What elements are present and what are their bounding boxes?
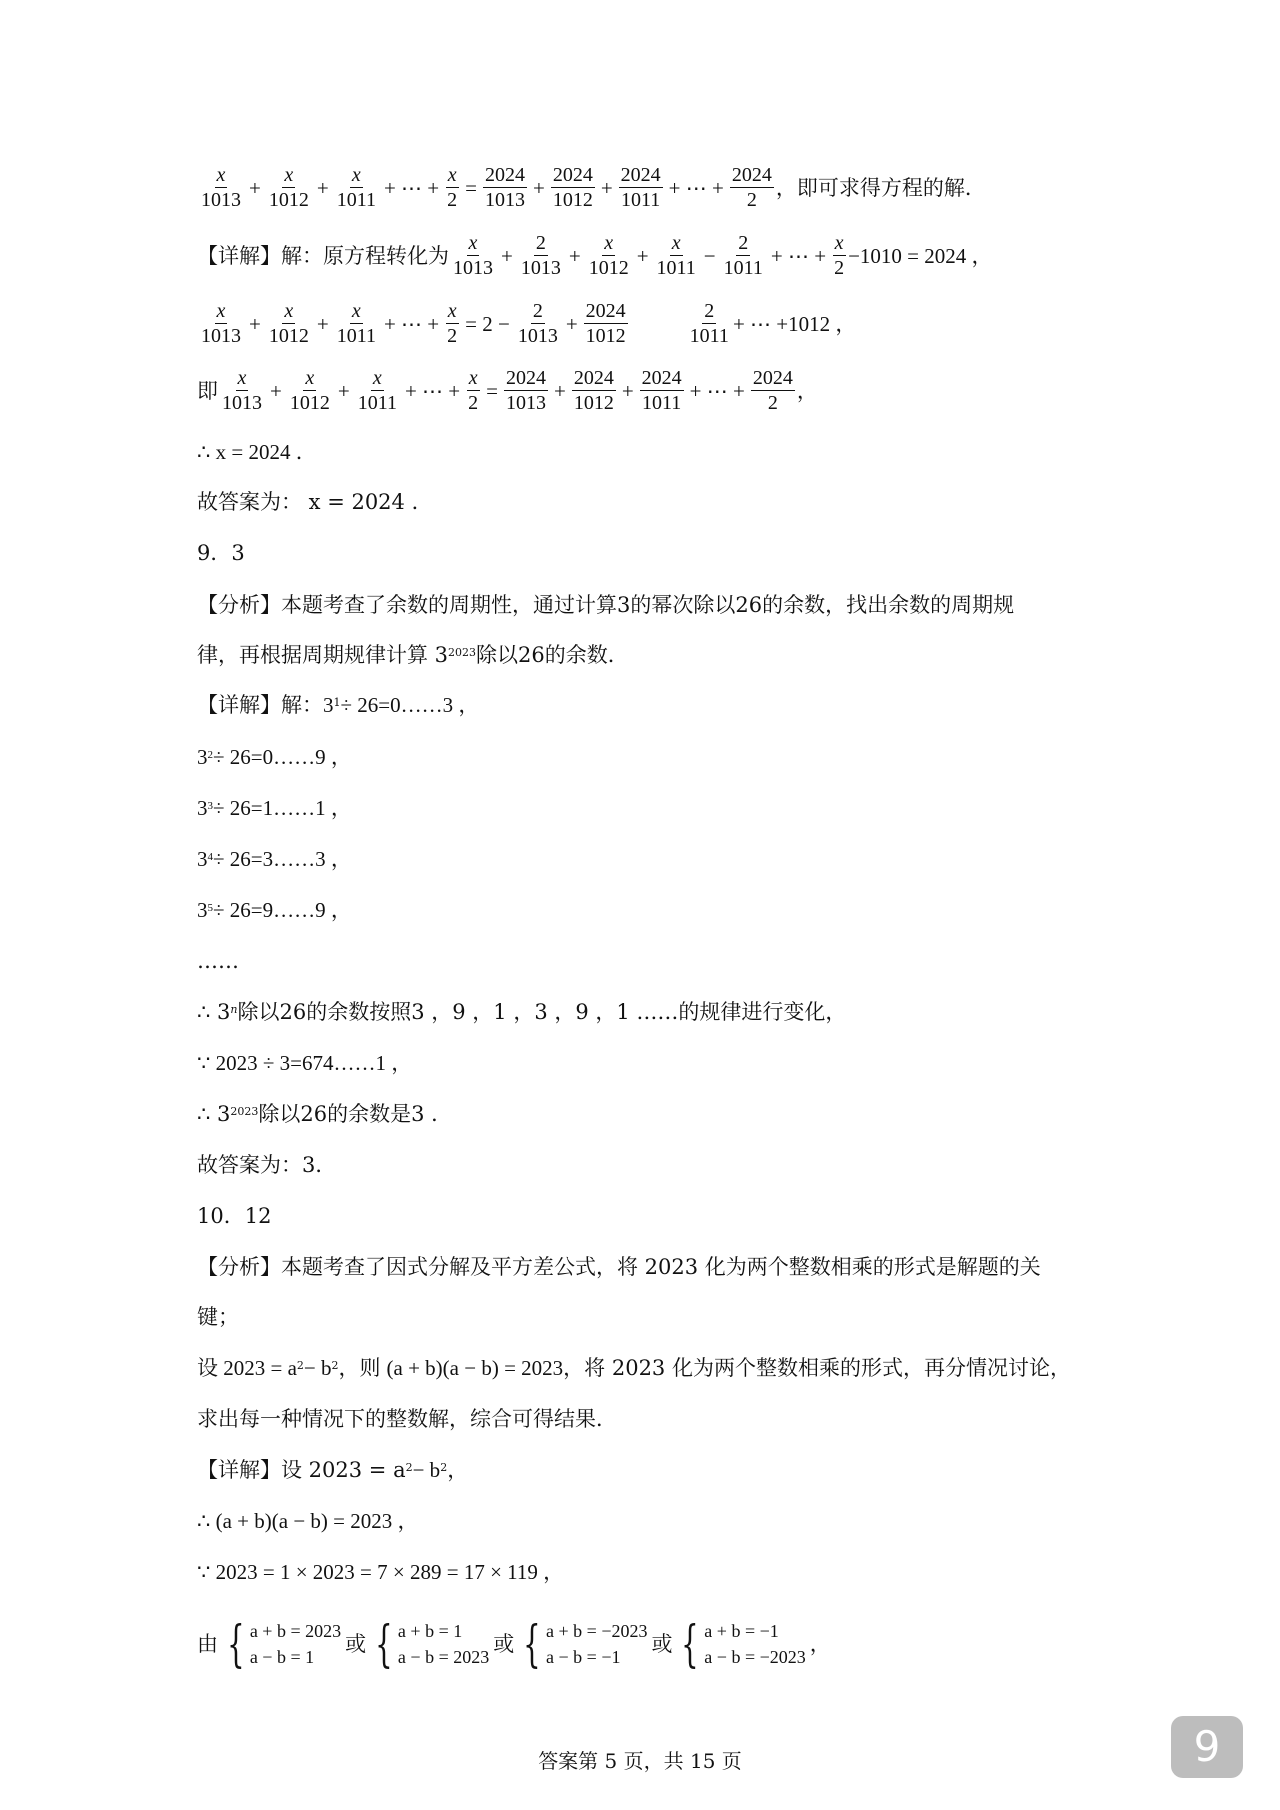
- pow-row-5: 3 $^5$ ÷ 26=9……9 ，: [197, 898, 352, 922]
- system-2: { a + b = 1 a − b = 2023: [375, 1615, 490, 1673]
- q10-detail: 【详解】设 2023 = a $^2$ − b $^2$ ，: [197, 1458, 469, 1482]
- answer-9: 故答案为：3．: [197, 1153, 337, 1177]
- q10-analysis-1: 【分析】本题考查了因式分解及平方差公式，将 2023 化为两个整数相乘的形式是解题的关: [197, 1255, 1041, 1279]
- q10-heading: 10．12: [197, 1204, 272, 1228]
- page-footer: 答案第 5 页，共 15 页: [538, 1749, 742, 1773]
- pow-row-3: 3 $^3$ ÷ 26=1……1 ，: [197, 796, 352, 820]
- system-1: { a + b = 2023 a − b = 1: [227, 1615, 342, 1673]
- equation-line-3: $\frac{x}{1013}$ + $\frac{x}{1012}$ + $\frac{x}{1011}$ + ⋯ + $\frac{x}{2}$ = 2 − $\frac{2}{1013}$ + $\frac{2024}{1012}$ $\frac{2}{1011}$ + ⋯ +1012 ，: [201, 300, 857, 347]
- q10-set-line-2: 求出每一种情况下的整数解，综合可得结果．: [197, 1407, 617, 1431]
- system-4: { a + b = −1 a − b = −2023: [681, 1615, 806, 1673]
- q10-set-line: 设 2023 = a $^2$ − b $^2$ ，则 (a + b)(a − b) = 2023 ，将 2023 化为两个整数相乘的形式，再分情况讨论，: [197, 1356, 1071, 1380]
- ellipsis: ……: [197, 949, 239, 973]
- because-line: ∵ 2023 ÷ 3=674……1 ，: [197, 1051, 413, 1075]
- pow-row-2: 3 $^2$ ÷ 26=0……9 ，: [197, 745, 352, 769]
- answer-8: 故答案为： x = 2024 ．: [197, 490, 433, 514]
- pattern-line: ∴ 3 $^n$ 除以26的余数按照3 ，9 ，1 ，3 ，9 ，1 ……的规律进行变化，: [197, 1000, 847, 1024]
- pow-row-4: 3 $^4$ ÷ 26=3……3 ，: [197, 847, 352, 871]
- q9-analysis-2: 律，再根据周期规律计算 3 $^{2023}$ 除以26的余数．: [197, 643, 629, 667]
- q10-product: ∴ (a + b)(a − b) = 2023 ，: [197, 1509, 419, 1533]
- q9-analysis-1: 【分析】本题考查了余数的周期性，通过计算3的幂次除以26的余数，找出余数的周期规: [197, 593, 1015, 617]
- q10-systems: 由 { a + b = 2023 a − b = 1 或 { a + b = 1 a − b = 2023 或 { a + b = −2023 a − b = −1 或 { a + b = −1 a − b = −2023 ，: [197, 1615, 831, 1673]
- q9-heading: 9．3: [197, 541, 245, 565]
- q9-detail: 【详解】解： 3 $^1$ ÷ 26=0……3 ，: [197, 693, 480, 717]
- q10-analysis-2: 键；: [197, 1305, 239, 1329]
- page-number-badge: 9: [1171, 1716, 1243, 1778]
- equation-line-4: 即 $\frac{x}{1013}$ + $\frac{x}{1012}$ + $\frac{x}{1011}$ + ⋯ + $\frac{x}{2}$ = $\frac{2024}{1013}$ + $\frac{2024}{1012}$ + $\frac{2024}{1011}$ + ⋯ + $\frac{2024}{2}$ ，: [197, 367, 818, 414]
- q10-factorization: ∵ 2023 = 1 × 2023 = 7 × 289 = 17 × 119 ，: [197, 1560, 565, 1584]
- therefore-x: ∴ x = 2024 ．: [197, 440, 317, 464]
- result-line: ∴ 3 $^{2023}$ 除以26的余数是3 ．: [197, 1102, 453, 1126]
- equation-line-1: $\frac{x}{1013}$ + $\frac{x}{1012}$ + $\frac{x}{1011}$ + ⋯ + $\frac{x}{2}$ = $\frac{2024}{1013}$ + $\frac{2024}{1012}$ + $\frac{2024}{1011}$ + ⋯ + $\frac{2024}{2}$ ，即可求得方程的解．: [201, 164, 986, 211]
- system-3: { a + b = −2023 a − b = −1: [523, 1615, 648, 1673]
- equation-line-2: 【详解】解：原方程转化为 $\frac{x}{1013}$ + $\frac{2}{1013}$ + $\frac{x}{1012}$ + $\frac{x}{1011}$ − $\frac{2}{1011}$ + ⋯ + $\frac{x}{2}$ −1010 = 2024 ，: [197, 232, 993, 279]
